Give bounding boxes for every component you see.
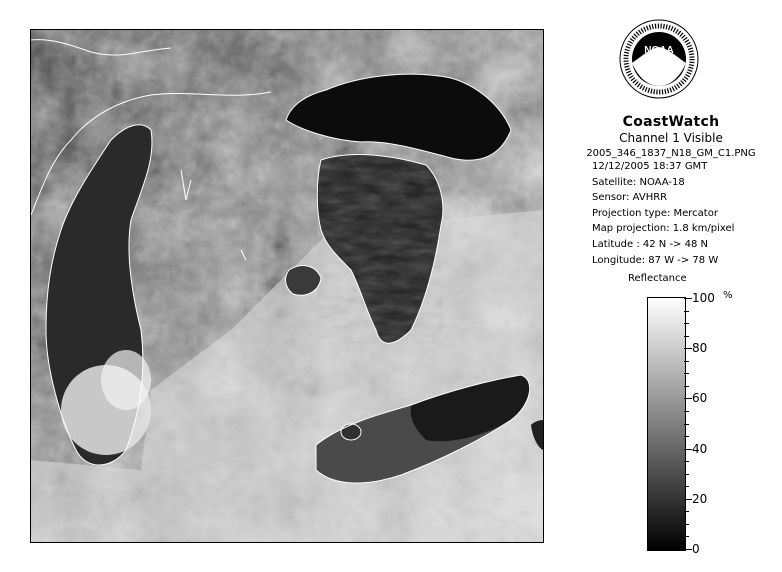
colorbar-tick-label: 0 <box>692 542 700 556</box>
colorbar-major-tick <box>684 398 692 399</box>
colorbar-minor-tick <box>684 524 689 525</box>
colorbar-minor-tick <box>684 411 689 412</box>
satellite-image <box>30 29 544 543</box>
colorbar-major-tick <box>684 298 692 299</box>
noaa-logo <box>619 19 699 99</box>
colorbar-ticks <box>684 291 744 556</box>
satellite-map <box>31 30 543 542</box>
colorbar-tick-label: 60 <box>692 391 708 405</box>
metadata-projection-type: Projection type: Mercator <box>592 207 718 219</box>
metadata-map-projection: Map projection: 1.8 km/pixel <box>592 223 735 235</box>
colorbar-major-tick <box>684 449 692 450</box>
noaa-logo-text: NOAA <box>644 45 674 56</box>
colorbar-minor-tick <box>684 474 689 475</box>
metadata-lines <box>560 159 782 268</box>
image-filename: 2005_346_1837_N18_GM_C1.PNG <box>586 148 756 159</box>
colorbar-minor-tick <box>684 361 689 362</box>
colorbar-tick-label: 80 <box>692 341 708 355</box>
metadata-longitude: Longitude: 87 W -> 78 W <box>592 254 719 266</box>
colorbar-minor-tick <box>684 373 689 374</box>
metadata-latitude: Latitude : 42 N -> 48 N <box>592 238 708 250</box>
reflectance-colorbar <box>647 297 686 551</box>
channel-subtitle: Channel 1 Visible <box>619 131 723 145</box>
colorbar-major-tick <box>684 549 692 550</box>
colorbar-tick-label: 40 <box>692 442 708 456</box>
colorbar-major-tick <box>684 348 692 349</box>
colorbar-unit: % <box>723 290 733 301</box>
lake-effect-clouds-2 <box>101 350 151 410</box>
metadata-satellite: Satellite: NOAA-18 <box>592 176 685 188</box>
colorbar-label: Reflectance <box>628 273 687 284</box>
colorbar-tick-label: 100 <box>692 291 715 305</box>
colorbar-minor-tick <box>684 536 689 537</box>
colorbar-minor-tick <box>684 461 689 462</box>
info-panel <box>560 114 782 268</box>
colorbar-minor-tick <box>684 436 689 437</box>
colorbar-minor-tick <box>684 336 689 337</box>
colorbar-major-tick <box>684 499 692 500</box>
metadata-datetime: 12/12/2005 18:37 GMT <box>592 161 708 172</box>
colorbar-minor-tick <box>684 486 689 487</box>
colorbar-minor-tick <box>684 424 689 425</box>
product-title: CoastWatch <box>622 114 720 130</box>
colorbar-tick-label: 20 <box>692 492 708 506</box>
colorbar-minor-tick <box>684 323 689 324</box>
colorbar-minor-tick <box>684 511 689 512</box>
colorbar-minor-tick <box>684 386 689 387</box>
metadata-sensor: Sensor: AVHRR <box>592 192 668 204</box>
colorbar-minor-tick <box>684 311 689 312</box>
